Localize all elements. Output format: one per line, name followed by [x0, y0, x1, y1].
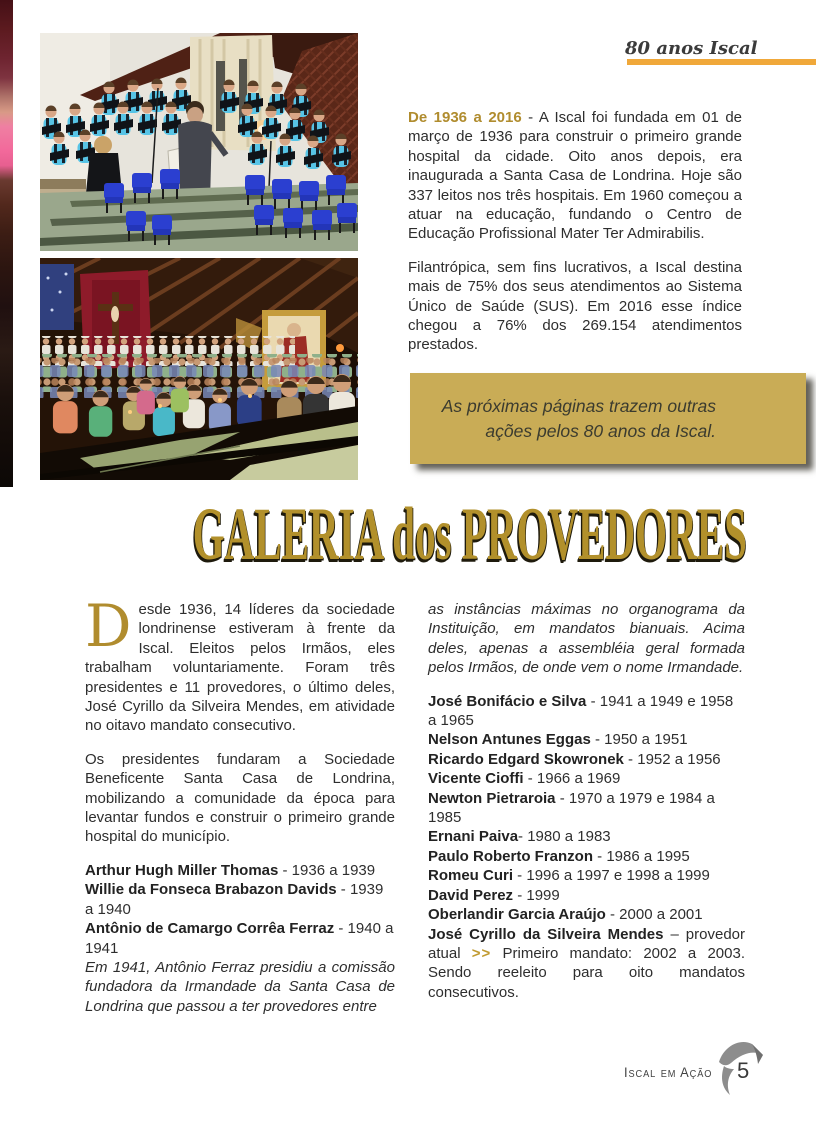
provider-entry: Ernani Paiva- 1980 a 1983	[428, 828, 611, 846]
section-title: GALERIA dos PROVEDORES	[192, 493, 747, 577]
leader-entry: Arthur Hugh Miller Thomas - 1936 a 1939	[85, 861, 376, 879]
current-provider-entry: José Cyrillo da Silveira Mendes – provedor atual >> Primeiro mandato: 2002 a 2003. Sendo reeleito para oito mandatos consecutivos.	[428, 925, 745, 1001]
left-paragraph-2: Os presidentes fundaram a Sociedade Beneficente Santa Casa de Londrina, mobilizando a comunidade da época para levantar fundos e construir o primeiro grande hospital do município.	[85, 750, 395, 846]
providers-section	[85, 592, 745, 1016]
intro-lead: De 1936 a 2016	[408, 109, 522, 126]
right-italic-note: as instâncias máximas no organograma da Instituição, em mandatos bianuais. Acima deles, apenas a assembléia geral formada pelos Irmãos, de onde vem o nome Irmandade.	[428, 601, 745, 677]
callout-line-1: As próximas páginas trazem outras	[441, 396, 716, 416]
edition-title: 80 anos Iscal	[625, 38, 758, 59]
left-paragraph-1: Desde 1936, 14 líderes da sociedade londrinense estiveram à frente da Iscal. Eleitos pelos Irmãos, eles trabalham voluntariamente. Foram três presidentes e 11 provedores, o último deles, José Cyrillo da Silveira Mendes, em atividade no oitavo mandato consecutivo.	[85, 592, 395, 735]
intro-paragraph-2: Filantrópica, sem fins lucrativos, a Iscal destina mais de 75% dos seus atendimentos ao Sistema Único de Saúde (SUS). Em 2016 esse índice chegou a 76% dos 269.154 atendimentos prestados.	[408, 258, 742, 354]
provider-entry: Paulo Roberto Franzon - 1986 a 1995	[428, 847, 690, 865]
footer-brand: Iscal em Ação	[624, 1064, 713, 1080]
provider-entry: Oberlandir Garcia Araújo - 2000 a 2001	[428, 906, 703, 924]
provider-entry: Vicente Cioffi - 1966 a 1969	[428, 770, 621, 788]
provider-entry: Romeu Curi - 1996 a 1997 e 1998 a 1999	[428, 867, 710, 885]
choir-photo-illustration	[40, 33, 358, 251]
left-column	[85, 592, 395, 1016]
intro-column	[408, 108, 742, 369]
provider-entry: Ricardo Edgard Skowronek - 1952 a 1956	[428, 750, 721, 768]
provider-entry: Nelson Antunes Eggas - 1950 a 1951	[428, 731, 688, 749]
provider-entry: David Perez - 1999	[428, 886, 560, 904]
church-crowd-photo	[40, 258, 358, 480]
dropcap: D	[85, 592, 132, 660]
gold-arrows: >>	[471, 944, 492, 962]
choir-photo	[40, 33, 358, 251]
gold-rule	[627, 59, 816, 65]
leaders-list	[85, 861, 395, 1016]
left-bleed-photo-strip	[0, 0, 13, 487]
intro-paragraph-1: De 1936 a 2016 - A Iscal foi fundada em 01 de março de 1936 para construir o primeiro grande hospital da cidade. Oito anos depois, era inaugurada a Santa Casa de Londrina. Hoje são 337 leitos nos três hospitais. Em 1960 começou a atuar na educação, fundando o Centro de Educação Profissional Mater Ter Admirabilis.	[408, 109, 742, 243]
provider-entry: José Bonifácio e Silva - 1941 a 1949 e 1958 a 1965	[428, 692, 734, 730]
leader-entry: Antônio de Camargo Corrêa Ferraz - 1940 a 1941	[85, 920, 394, 957]
providers-list	[428, 692, 745, 1003]
church-crowd-illustration	[40, 258, 358, 480]
right-column	[428, 600, 745, 1016]
provider-entry: Newton Pietraroia - 1970 a 1979 e 1984 a 1985	[428, 789, 715, 827]
callout-box	[410, 373, 806, 464]
page-number: 5	[737, 1058, 750, 1083]
callout-line-2: ações pelos 80 anos da Iscal.	[485, 421, 716, 441]
leader-entry: Willie da Fonseca Brabazon Davids - 1939 a 1940	[85, 881, 384, 918]
left-italic-note: Em 1941, Antônio Ferraz presidiu a comissão fundadora da Irmandade da Santa Casa de Londrina que passou a ter provedores entre	[85, 958, 395, 1015]
